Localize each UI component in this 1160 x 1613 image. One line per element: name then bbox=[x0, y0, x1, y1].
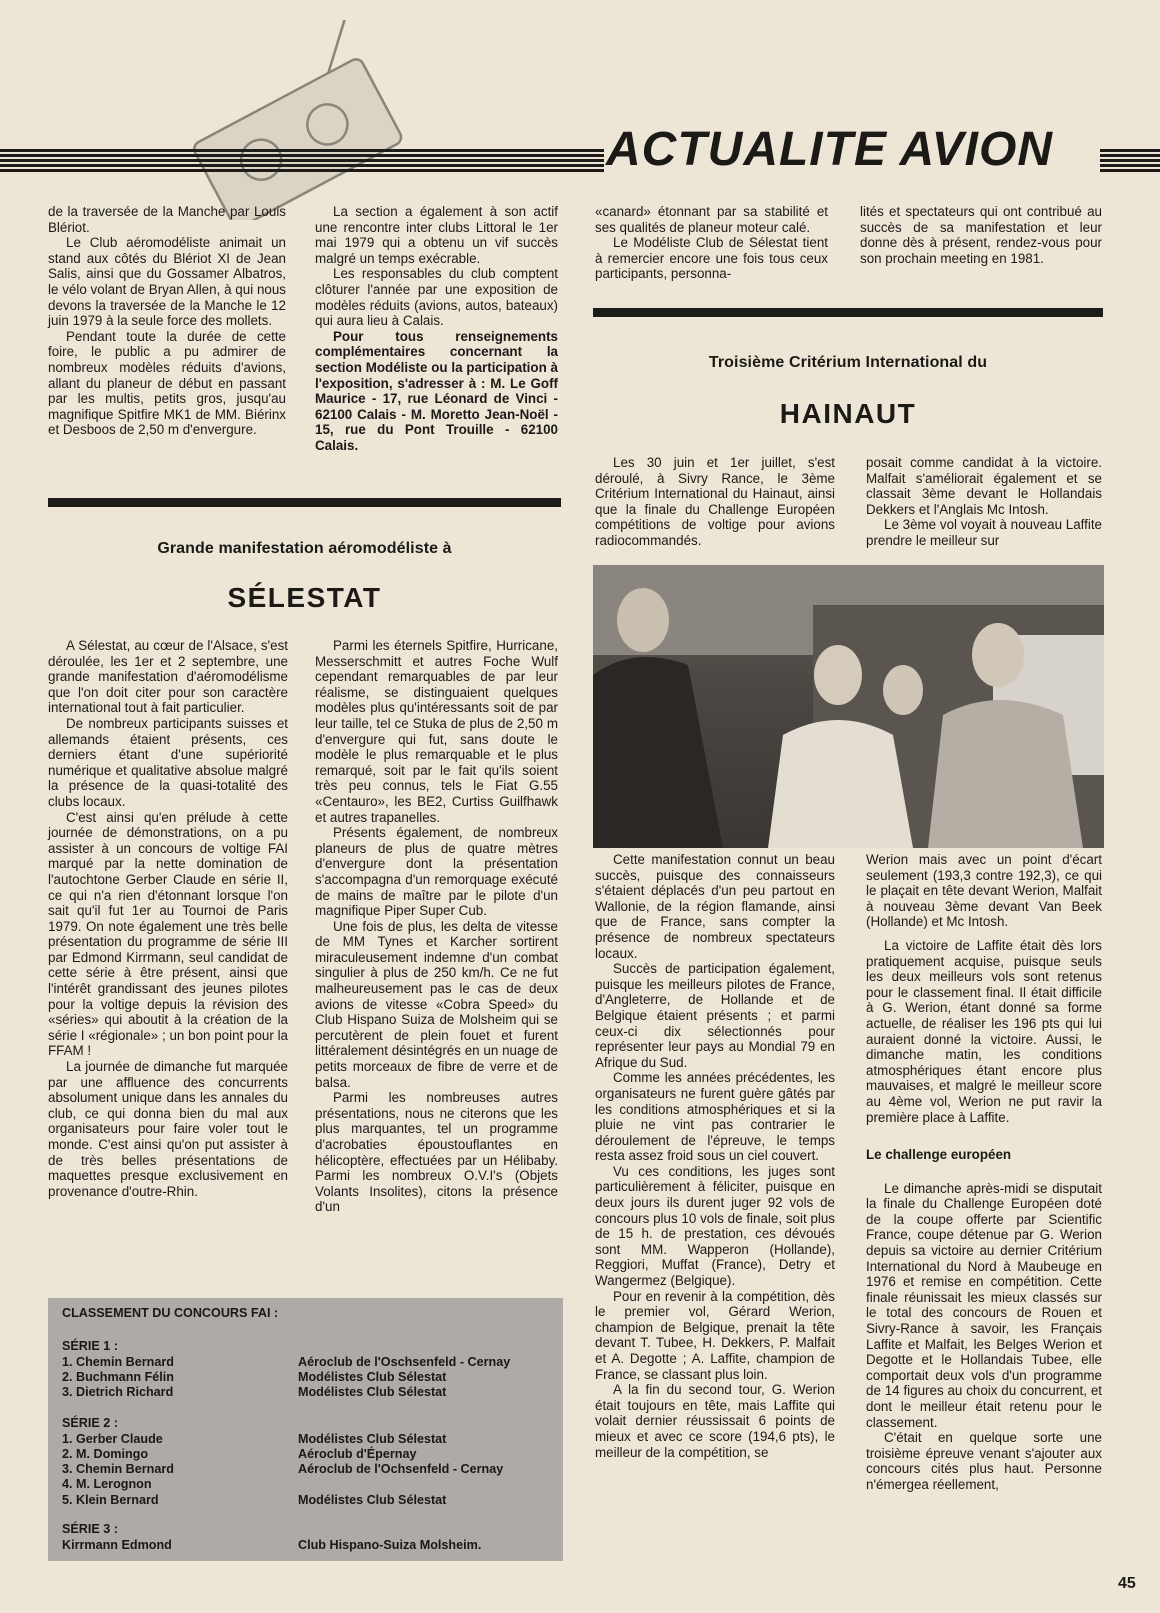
ranking-club: Club Hispano-Suiza Molsheim. bbox=[298, 1538, 482, 1552]
paragraph: A la fin du second tour, G. Werion était toujours en tête, mais Laffite qui volait dernier réussissait 6 points de mieux et avec ce score (194,6 pts), le meilleur de la compétition, se bbox=[595, 1382, 835, 1460]
paragraph: C'est ainsi qu'en prélude à cette journée de démonstrations, on a pu assister à un concours de voltige FAI marqué par la nette domination de l'autochtone Gerber Claude en série II, ce qui n'a rien d'étonnant lorsque l'on sait qu'il fut 1er au Tournoi de Paris 1979. On note également une très belle présentation du programme de série III par Edmond Kirrmann, seul candidat de cette série à être présent, ainsi que l'intérêt grandissant des jeunes pilotes pour la voltige depuis la révision des «séries» qui aboutit à la création de la série I «régionale» ; un bon point pour la FFAM ! bbox=[48, 809, 288, 1059]
paragraph: posait comme candidat à la victoire. Malfait s'améliorait également et se classait 3ème devant le Hollandais Dekkers et l'Anglais Mc Intosh. bbox=[866, 455, 1102, 517]
divider-rule bbox=[48, 498, 561, 507]
paragraph: Pour en revenir à la compétition, dès le premier vol, Gérard Werion, champion de Belgique, prenait la tête devant T. Tubee, H. Dekkers, P. Malfait et A. Degotte ; A. Laffite, champion de France, se classant plus loin. bbox=[595, 1288, 835, 1382]
paragraph: Cette manifestation connut un beau succès, puisque des connaisseurs s'étaient déplacés d'un peu partout en Wallonie, de la région flamande, ainsi que de France, sans compter la présence de nombreux spectateurs locaux. bbox=[595, 852, 835, 961]
paragraph: Le dimanche après-midi se disputait la finale du Challenge Européen doté de la coupe offerte par Scientific France, coupe détenue par G. Werion depuis sa victoire au dernier Critérium International du Nord à Maubeuge en 1976 et remise en compétition. Cette finale réunissait les mieux classés sur le total des concours de Rouen et Sivry-Rance à savoir, les Français Laffite et Malfait, les Belges Werion et Degotte et le Hollandais Tubee, elle comportait deux vols d'un programme de 14 figures au choix du concurrent, et dont le meilleur était retenu pour le classement. bbox=[866, 1180, 1102, 1430]
header-rule-right bbox=[1100, 149, 1160, 172]
section-heading: Le challenge européen bbox=[866, 1147, 1012, 1163]
top-col-3 bbox=[595, 204, 828, 282]
paragraph: Parmi les nombreuses autres présentations, nous ne citerons que les plus marquantes, tel un programme d'acrobaties époustouflantes en hélicoptère, effectuées par un Hélibaby. Parmi les nombreux O.V.I's (Objets Volants Insolites), citons la présence d'un bbox=[315, 1090, 558, 1215]
top-col-4 bbox=[860, 204, 1102, 266]
paragraph: de la traversée de la Manche par Louis Blériot. bbox=[48, 204, 286, 235]
paragraph: A Sélestat, au cœur de l'Alsace, s'est déroulée, les 1er et 2 septembre, une grande manifestation d'aéromodélisme que l'on doit citer pour son caractère international tout à fait particulier. bbox=[48, 638, 288, 716]
ranking-club: Modélistes Club Sélestat bbox=[298, 1385, 447, 1399]
ranking-name: 4. M. Lerognon bbox=[62, 1477, 152, 1491]
paragraph: Werion mais avec un point d'écart seulement (193,3 contre 192,3), ce qui le plaçait en tête devant Werion, Malfait à nouveau 3ème devant Van Beek (Hollande) et Mc Intosh. bbox=[866, 852, 1102, 930]
paragraph: Pendant toute la durée de cette foire, le public a pu admirer de nombreux modèles réduits d'avions, allant du planeur de début en passant par les multis, petits gros, jusqu'au magnifique Spitfire MK1 de MM. Biérinx et Desboos de 2,50 m d'envergure. bbox=[48, 328, 286, 438]
ranking-name: 5. Klein Bernard bbox=[62, 1493, 159, 1507]
ranking-name: 2. Buchmann Félin bbox=[62, 1370, 174, 1384]
header-rule-left bbox=[0, 149, 604, 172]
ranking-name: Kirrmann Edmond bbox=[62, 1538, 172, 1552]
ranking-club: Aéroclub de l'Ochsenfeld - Cernay bbox=[298, 1462, 504, 1476]
ranking-name: 2. M. Domingo bbox=[62, 1447, 149, 1461]
contact-paragraph: Pour tous renseignements complémentaires concernant la section Modéliste ou la participation à l'exposition, s'adresser à : M. Le Goff Maurice - 17, rue Léonard de Vinci - 62100 Calais - M. Moretto Jean-Noël - 15, rue du Pont Trouille - 62100 Calais. bbox=[315, 328, 558, 453]
divider-rule bbox=[593, 308, 1103, 317]
page-number: 45 bbox=[1118, 1575, 1136, 1592]
top-col-1 bbox=[48, 204, 286, 438]
header-title: ACTUALITE AVION bbox=[606, 123, 1053, 176]
ranking-box bbox=[48, 1298, 563, 1561]
series-label: SÉRIE 3 : bbox=[62, 1522, 118, 1536]
paragraph: Le Modéliste Club de Sélestat tient à remercier encore une fois tous ceux participants, personna- bbox=[595, 235, 828, 282]
hainaut-col-1 bbox=[595, 455, 835, 549]
hainaut-col-4 bbox=[866, 852, 1102, 1493]
paragraph: Une fois de plus, les delta de vitesse de MM Tynes et Karcher sortirent miraculeusement indemne d'un combat singulier à plus de 250 km/h. Ce ne fut malheureusement pas le cas de deux avions de vitesse «Cobra Speed» du Club Hispano Suiza de Molsheim qui se percutèrent de plein fouet et furent littéralement désintégrés en un nuage de petits morceaux de fibre de verre et de balsa. bbox=[315, 918, 558, 1090]
ranking-name: 1. Gerber Claude bbox=[62, 1432, 163, 1446]
ranking-name: 1. Chemin Bernard bbox=[62, 1355, 174, 1369]
selestat-col-1 bbox=[48, 638, 288, 1199]
selestat-col-2 bbox=[315, 638, 558, 1215]
paragraph: Comme les années précédentes, les organisateurs ne furent guère gâtés par les conditions atmosphériques et si la pluie ne vint pas contrarier le déroulement de l'épreuve, le temps resta assez froid sous un ciel couvert. bbox=[595, 1070, 835, 1164]
series-label: SÉRIE 1 : bbox=[62, 1339, 118, 1353]
ranking-club: Modélistes Club Sélestat bbox=[298, 1370, 447, 1384]
selestat-title: SÉLESTAT bbox=[227, 582, 382, 613]
paragraph: Parmi les éternels Spitfire, Hurricane, Messerschmitt et autres Foche Wulf cependant remarquables de par leur réalisme, se distinguaient quelques modèles plus qu'intéressants soit de par leur taille, tel ce Stuka de plus de 2,50 m d'envergure qui fut, sans doute le modèle le plus remarquable et le plus remarqué, soit par le fait qu'ils soient très peu connus, tels le Fiat G.55 «Centauro», les BE2, Curtiss Guilfhawk et autres trapanelles. bbox=[315, 638, 558, 825]
ranking-club: Modélistes Club Sélestat bbox=[298, 1493, 447, 1507]
paragraph: «canard» étonnant par sa stabilité et ses qualités de planeur moteur calé. bbox=[595, 204, 828, 235]
paragraph: La victoire de Laffite était dès lors pratiquement acquise, puisque seuls les deux meilleurs vols sont retenus pour le classement final. Il était difficile à G. Werion, étant donné sa forme actuelle, de réaliser les 196 pts qui lui auraient donné la victoire. Aussi, le dimanche matin, les conditions atmosphériques étant encore plus mauvaises, et malgré le meilleur score au 4ème vol, Werion ne put ravir la première place à Laffite. bbox=[866, 937, 1102, 1125]
ranking-name: 3. Chemin Bernard bbox=[62, 1462, 174, 1476]
series-label: SÉRIE 2 : bbox=[62, 1416, 118, 1430]
ranking-title: CLASSEMENT DU CONCOURS FAI : bbox=[62, 1306, 279, 1320]
top-col-2 bbox=[315, 204, 558, 454]
paragraph: Les responsables du club comptent clôturer l'année par une exposition de modèles réduits (avions, autos, bateaux) qui aura lieu à Calais. bbox=[315, 266, 558, 329]
ranking-club: Aéroclub de l'Oschsenfeld - Cernay bbox=[298, 1355, 511, 1369]
ranking-name: 3. Dietrich Richard bbox=[62, 1385, 174, 1399]
selestat-subtitle: Grande manifestation aéromodéliste à bbox=[157, 540, 452, 557]
paragraph: De nombreux participants suisses et allemands étaient présents, ces derniers étant d'une supériorité numérique et qualitative absolue malgré la présence de la quasi-totalité des clubs locaux. bbox=[48, 715, 288, 809]
paragraph: Succès de participation également, puisque les meilleurs pilotes de France, d'Angleterre, de Hollande et de Belgique étaient présents ; et parmi ceux-ci dix sélectionnés pour représenter leur pays au Mondial 79 en Afrique du Sud. bbox=[595, 961, 835, 1070]
paragraph: Le Club aéromodéliste animait un stand aux côtés du Blériot XI de Jean Salis, ainsi que du Gossamer Albatros, le vélo volant de Bryan Allen, à qui nous devons la traversée de la Manche le 12 juin 1979 à la seule force des mollets. bbox=[48, 235, 286, 329]
paragraph: La section a également à son actif une rencontre inter clubs Littoral le 1er mai 1979 qui a obtenu un vif succès malgré un temps exécrable. bbox=[315, 204, 558, 266]
paragraph: Les 30 juin et 1er juillet, s'est déroulé, à Sivry Rance, le 3ème Critérium International du Hainaut, ainsi que la finale du Challenge Européen compétitions de voltige pour avions radiocommandés. bbox=[595, 455, 835, 548]
paragraph: C'était en quelque sorte une troisième épreuve venant s'ajouter aux concours cités plus haut. Personne n'émergea réellement, bbox=[866, 1430, 1102, 1492]
hainaut-col-2 bbox=[866, 455, 1102, 549]
paragraph: La journée de dimanche fut marquée par une affluence des concurrents absolument unique dans les annales du club, ce qui donna bien du mal aux organisateurs pour faire voler tout le monde. C'est ainsi qu'on put assister à de très belles présentations de maquettes presque exclusivement en provenance d'outre-Rhin. bbox=[48, 1059, 288, 1199]
ranking-club: Modélistes Club Sélestat bbox=[298, 1432, 447, 1446]
hainaut-subtitle: Troisième Critérium International du bbox=[708, 354, 988, 371]
paragraph: lités et spectateurs qui ont contribué au succès de sa manifestation et leur donne dès à présent, rendez-vous pour son prochain meeting en 1981. bbox=[860, 204, 1102, 266]
paragraph: Vu ces conditions, les juges sont particulièrement à féliciter, puisque en deux jours ils durent juger 92 vols de concours plus 10 vols de finale, soit plus de 15 h. de prestation, ces dévoués sont MM. Wapperon (Hollande), Reggiori, Muffat (France), Detry et Wangermez (Belgique). bbox=[595, 1163, 835, 1289]
paragraph: Présents également, de nombreux planeurs de plus de quatre mètres d'envergure dont la présentation s'accompagna d'un remorquage exécuté de mains de maître par le pilote d'un magnifique Piper Super Cub. bbox=[315, 825, 558, 919]
transmitter-stamp-image bbox=[120, 20, 450, 220]
hainaut-col-3 bbox=[595, 852, 835, 1460]
ranking-club: Aéroclub d'Épernay bbox=[298, 1447, 417, 1461]
paragraph: Le 3ème vol voyait à nouveau Laffite prendre le meilleur sur bbox=[866, 517, 1102, 548]
pilots-photo bbox=[593, 565, 1104, 848]
hainaut-title: HAINAUT bbox=[779, 398, 917, 429]
